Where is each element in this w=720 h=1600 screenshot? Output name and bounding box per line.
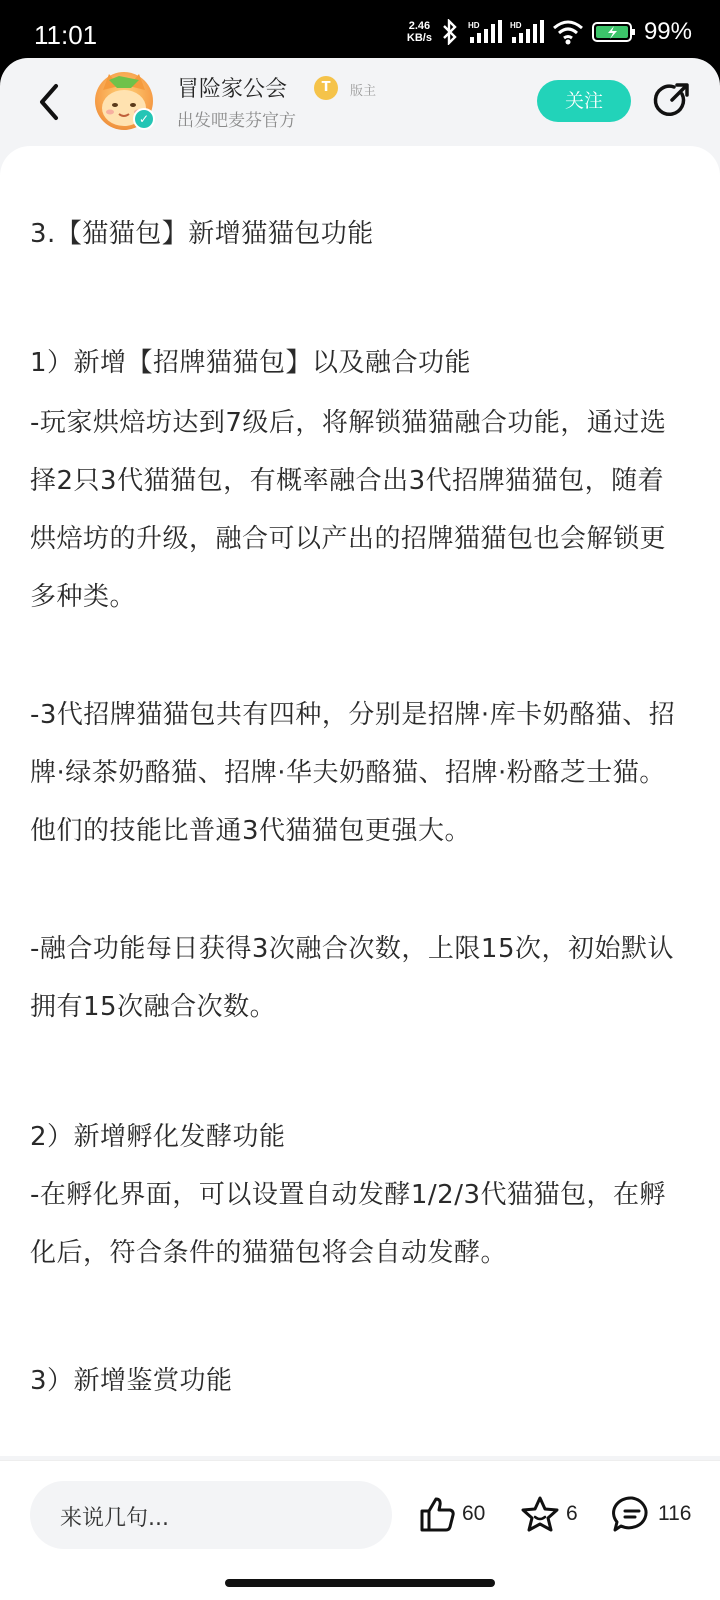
star-icon bbox=[520, 1495, 560, 1533]
paragraph: -玩家烘焙坊达到7级后，将解锁猫猫融合功能，通过选择2只3代猫猫包，有概率融合出3代招牌猫猫包，随着烘焙坊的升级，融合可以产出的招牌猫猫包也会解锁更多种类。 bbox=[30, 408, 667, 612]
share-icon[interactable] bbox=[652, 82, 690, 120]
bluetooth-icon bbox=[440, 19, 460, 45]
battery-icon bbox=[592, 20, 636, 44]
like-count: 60 bbox=[462, 1502, 486, 1525]
home-indicator[interactable] bbox=[225, 1579, 495, 1587]
section-heading: 3.【猫猫包】新增猫猫包功能 bbox=[30, 219, 374, 249]
post-content bbox=[0, 146, 720, 1456]
back-arrow-icon[interactable] bbox=[32, 82, 68, 122]
battery-percent: 99% bbox=[643, 18, 692, 45]
favorite-button[interactable] bbox=[520, 1495, 578, 1533]
verified-check-icon: ✓ bbox=[133, 108, 155, 130]
paragraph: -在孵化界面，可以设置自动发酵1/2/3代猫猫包，在孵化后，符合条件的猫猫包将会自动发酵。 bbox=[30, 1180, 667, 1268]
bottom-action-bar bbox=[0, 1460, 720, 1600]
comment-placeholder: 来说几句... bbox=[60, 1506, 169, 1531]
subheading: 2）新增孵化发酵功能 bbox=[30, 1122, 286, 1152]
signal-icon bbox=[468, 19, 502, 45]
svg-text:HD: HD bbox=[509, 21, 522, 30]
post-page bbox=[0, 58, 720, 1600]
author-name[interactable]: 冒险家公会 bbox=[177, 77, 288, 102]
comment-bubble-icon bbox=[612, 1495, 652, 1533]
comment-input[interactable] bbox=[30, 1481, 392, 1549]
subheading: 1）新增【招牌猫猫包】以及融合功能 bbox=[30, 348, 472, 378]
subheading: 3）新增鉴赏功能 bbox=[30, 1366, 233, 1396]
network-speed: 2.46 KB/s bbox=[406, 20, 432, 44]
level-badge: T bbox=[314, 76, 338, 100]
thumbs-up-icon bbox=[418, 1495, 456, 1533]
favorite-count: 6 bbox=[566, 1502, 578, 1525]
paragraph: -融合功能每日获得3次融合次数，上限15次，初始默认拥有15次融合次数。 bbox=[30, 934, 675, 1022]
paragraph: -3代招牌猫猫包共有四种，分别是招牌·库卡奶酪猫、招牌·绿茶奶酪猫、招牌·华夫奶酪猫、招牌·粉酪芝士猫。他们的技能比普通3代猫猫包更强大。 bbox=[30, 700, 676, 846]
like-button[interactable] bbox=[418, 1495, 485, 1533]
post-header bbox=[0, 58, 720, 148]
svg-text:HD: HD bbox=[467, 21, 480, 30]
moderator-label: 版主 bbox=[350, 84, 377, 99]
status-time: 11:01 bbox=[34, 20, 98, 50]
status-icons bbox=[407, 18, 692, 46]
comments-button[interactable] bbox=[612, 1495, 691, 1533]
wifi-icon bbox=[552, 19, 584, 45]
signal-icon-2 bbox=[510, 19, 544, 45]
follow-button[interactable]: 关注 bbox=[537, 80, 631, 122]
author-subtitle: 出发吧麦芬官方 bbox=[177, 111, 296, 131]
comment-count: 116 bbox=[658, 1502, 692, 1525]
